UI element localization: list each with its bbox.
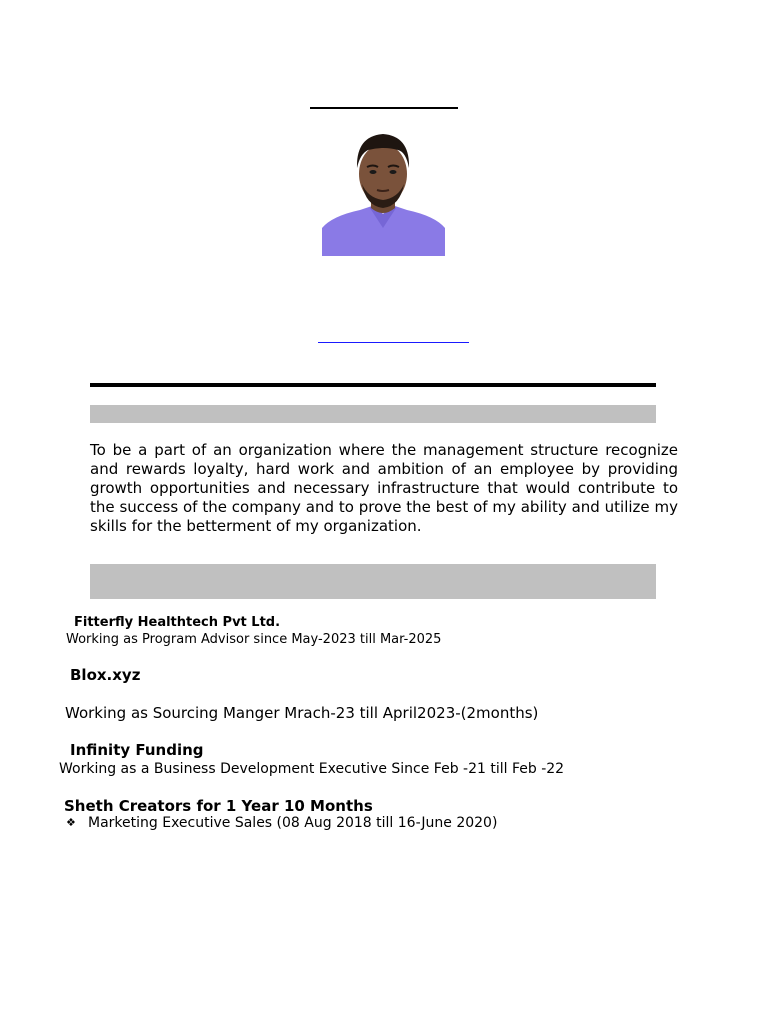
role-fitterfly: Working as Program Advisor since May-2023 till Mar-2025 <box>66 632 442 647</box>
experience-section-bar <box>90 564 656 599</box>
profile-photo-image <box>322 128 445 256</box>
career-objective-text: To be a part of an organization where the management structure recognize and rewards loyalty, hard work and ambition of an employee by providing growth opportunities and necessary infrastructure that would contribute to the success of the company and to prove the best of my ability and utilize my skills for the betterment of my organization. <box>90 441 678 535</box>
company-name-fitterfly: Fitterfly Healthtech Pvt Ltd. <box>74 615 281 630</box>
diamond-bullet-icon: ❖ <box>66 816 76 829</box>
role-infinity-funding: Working as a Business Development Executive Since Feb -21 till Feb -22 <box>59 761 565 777</box>
role-blox: Working as Sourcing Manger Mrach-23 till April2023-(2months) <box>65 704 539 722</box>
profile-photo <box>322 128 445 256</box>
company-name-sheth-creators: Sheth Creators for 1 Year 10 Months <box>64 797 373 815</box>
objective-section-bar <box>90 405 656 423</box>
email-link-underline[interactable] <box>318 342 469 343</box>
company-name-infinity-funding: Infinity Funding <box>70 741 204 759</box>
company-name-blox: Blox.xyz <box>70 666 141 684</box>
role-sheth-creators: Marketing Executive Sales (08 Aug 2018 till 16-June 2020) <box>88 815 498 831</box>
header-divider <box>90 383 656 387</box>
bullet-item-sheth-creators <box>66 815 497 831</box>
name-underline <box>310 107 458 109</box>
